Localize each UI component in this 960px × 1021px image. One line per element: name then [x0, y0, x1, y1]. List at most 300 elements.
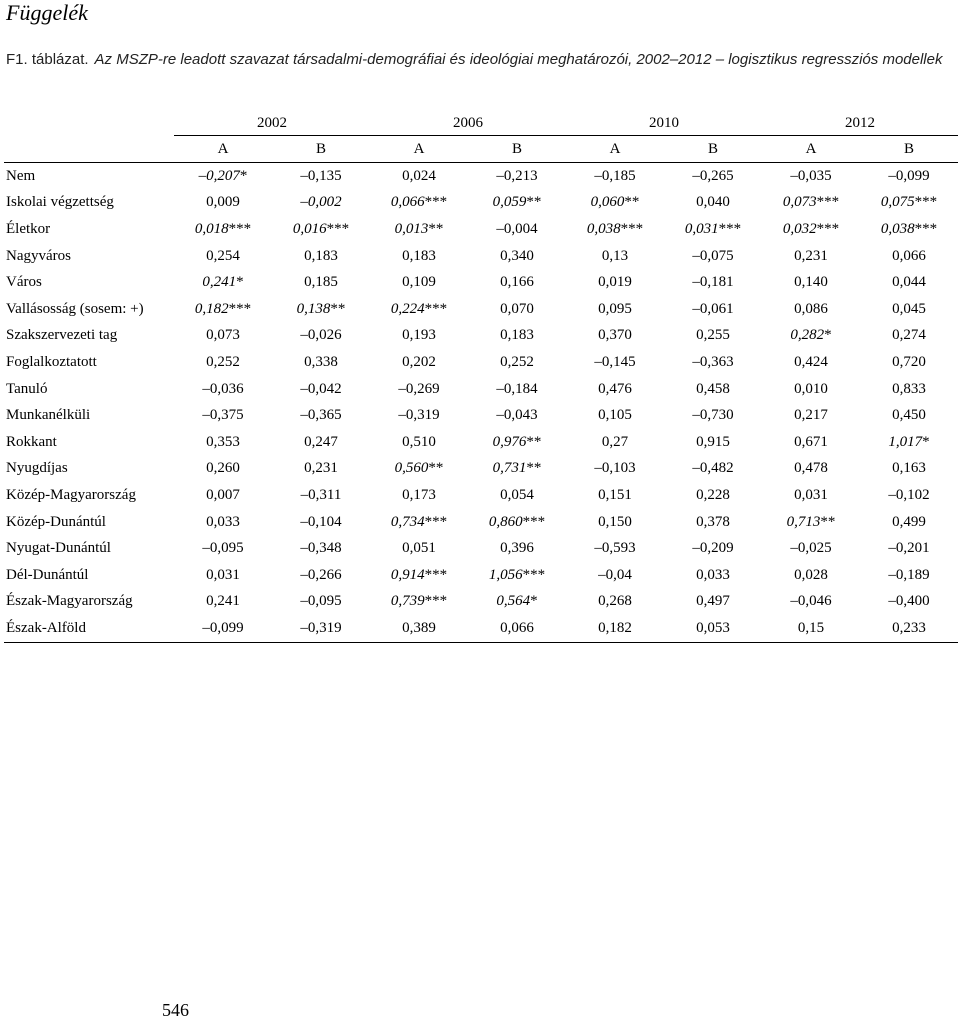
coefficient-value: 0,060 — [590, 194, 625, 211]
table-cell — [762, 216, 860, 243]
coefficient-value: 0,150 — [598, 513, 632, 530]
coefficient-value: –0,269 — [398, 380, 440, 397]
table-cell — [762, 429, 860, 456]
coefficient-value: –0,099 — [888, 167, 930, 184]
coefficient-value: –0,265 — [692, 167, 734, 184]
table-caption-label: F1. táblázat. — [6, 51, 89, 68]
coefficient-value: 0,915 — [696, 433, 730, 450]
significance-stars: ** — [624, 194, 640, 211]
table-cell — [370, 456, 468, 483]
table-cell — [762, 589, 860, 616]
coefficient-value: 0,914 — [390, 566, 425, 583]
table-cell — [468, 163, 566, 190]
coefficient-value: 0,241 — [202, 274, 237, 291]
table-cell — [468, 296, 566, 323]
table-cell — [566, 429, 664, 456]
table-cell — [272, 429, 370, 456]
significance-stars: *** — [424, 566, 448, 583]
year-header-row — [4, 111, 958, 136]
significance-stars: *** — [816, 194, 840, 211]
table-row — [4, 163, 958, 190]
coefficient-value: 0,340 — [500, 247, 534, 264]
significance-stars: *** — [424, 194, 448, 211]
coefficient-value: 0,166 — [500, 274, 534, 291]
table-cell — [370, 615, 468, 642]
coefficient-value: 0,976 — [492, 433, 527, 450]
table-cell — [860, 509, 958, 536]
coefficient-value: 0,028 — [794, 566, 828, 583]
coefficient-value: 0,054 — [500, 486, 534, 503]
coefficient-value: 0,478 — [794, 460, 828, 477]
table-cell — [174, 509, 272, 536]
row-label: Tanuló — [6, 380, 48, 397]
coefficient-value: –0,201 — [888, 540, 930, 557]
coefficient-value: 0,075 — [880, 194, 915, 211]
coefficient-value: –0,042 — [300, 380, 342, 397]
table-cell — [174, 243, 272, 270]
coefficient-value: –0,311 — [300, 486, 342, 503]
table-cell — [174, 190, 272, 217]
coefficient-value: –0,004 — [496, 220, 538, 237]
table-cell — [370, 323, 468, 350]
table-cell — [566, 402, 664, 429]
coefficient-value: 0,27 — [601, 433, 629, 450]
table-cell — [566, 509, 664, 536]
table-cell — [664, 482, 762, 509]
table-cell — [370, 163, 468, 190]
significance-stars: *** — [326, 220, 350, 237]
coefficient-value: 0,053 — [696, 619, 730, 636]
table-cell — [174, 269, 272, 296]
table-cell — [174, 482, 272, 509]
table-cell — [664, 615, 762, 642]
significance-stars: *** — [914, 220, 938, 237]
model-header-row — [4, 136, 958, 163]
corner-cell — [4, 136, 174, 163]
table-cell — [762, 509, 860, 536]
table-cell — [664, 402, 762, 429]
coefficient-value: 0,007 — [206, 486, 240, 503]
coefficient-value: –0,046 — [790, 593, 832, 610]
table-cell — [174, 376, 272, 403]
coefficient-value: 0,070 — [500, 300, 534, 317]
table-cell — [860, 402, 958, 429]
table-cell — [174, 402, 272, 429]
row-label: Nagyváros — [6, 247, 71, 264]
coefficient-value: 0,182 — [598, 619, 632, 636]
model-header: B — [860, 136, 958, 163]
table-cell — [566, 376, 664, 403]
table-cell — [566, 589, 664, 616]
coefficient-value: 0,086 — [794, 300, 828, 317]
table-cell — [860, 535, 958, 562]
regression-table — [4, 111, 958, 643]
table-cell — [762, 190, 860, 217]
coefficient-value: 0,510 — [402, 433, 436, 450]
table-cell — [370, 562, 468, 589]
row-label: Nem — [6, 167, 36, 184]
table-cell — [272, 482, 370, 509]
coefficient-value: 0,231 — [794, 247, 828, 264]
coefficient-value: 0,066 — [500, 619, 534, 636]
table-cell — [762, 535, 860, 562]
table-cell — [370, 376, 468, 403]
coefficient-value: 0,019 — [598, 274, 632, 291]
table-cell — [860, 323, 958, 350]
table-cell — [272, 615, 370, 642]
coefficient-value: –0,189 — [888, 566, 930, 583]
significance-stars: * — [922, 433, 930, 450]
table-cell — [272, 402, 370, 429]
year-header: 2010 — [566, 111, 762, 136]
table-caption-text: Az MSZP-re leadott szavazat társadalmi-demográfiai és ideológiai meghatározói, 2002–2012 – logisztikus regressziós modellek — [94, 51, 943, 68]
coefficient-value: –0,730 — [692, 407, 734, 424]
coefficient-value: 0,370 — [598, 327, 632, 344]
coefficient-value: 0,720 — [892, 353, 926, 370]
table-cell — [174, 615, 272, 642]
row-label: Életkor — [6, 220, 51, 237]
coefficient-value: 0,193 — [402, 327, 436, 344]
table-body — [4, 163, 958, 643]
table-cell — [174, 216, 272, 243]
coefficient-value: 0,224 — [390, 300, 425, 317]
coefficient-value: –0,207 — [198, 167, 240, 184]
coefficient-value: 0,860 — [488, 513, 523, 530]
coefficient-value: 0,564 — [496, 593, 531, 610]
coefficient-value: 0,252 — [500, 353, 534, 370]
table-caption — [6, 50, 951, 69]
table-cell — [664, 376, 762, 403]
table-row — [4, 509, 958, 536]
coefficient-value: 0,066 — [892, 247, 926, 264]
table-cell — [468, 482, 566, 509]
coefficient-value: 0,183 — [402, 247, 436, 264]
significance-stars: ** — [820, 513, 836, 530]
table-cell — [174, 323, 272, 350]
significance-stars: * — [530, 593, 538, 610]
table-cell — [762, 163, 860, 190]
coefficient-value: 0,032 — [782, 220, 817, 237]
coefficient-value: –0,095 — [202, 540, 244, 557]
table-cell — [468, 402, 566, 429]
coefficient-value: 0,140 — [794, 274, 828, 291]
coefficient-value: –0,061 — [692, 300, 734, 317]
table-cell — [370, 535, 468, 562]
coefficient-value: –0,035 — [790, 167, 832, 184]
coefficient-value: –0,184 — [496, 380, 538, 397]
coefficient-value: 0,038 — [880, 220, 915, 237]
coefficient-value: 0,247 — [304, 433, 338, 450]
row-label: Szakszervezeti tag — [6, 327, 118, 344]
coefficient-value: 0,151 — [598, 486, 632, 503]
table-cell — [174, 296, 272, 323]
coefficient-value: 0,497 — [696, 593, 730, 610]
table-cell — [468, 243, 566, 270]
coefficient-value: 0,713 — [786, 513, 821, 530]
table-cell — [468, 323, 566, 350]
coefficient-value: 0,018 — [194, 220, 229, 237]
row-label: Nyugat-Dunántúl — [6, 540, 111, 557]
coefficient-value: 0,15 — [797, 619, 825, 636]
table-cell — [762, 243, 860, 270]
row-label: Iskolai végzettség — [6, 194, 114, 211]
table-cell — [664, 456, 762, 483]
significance-stars: *** — [522, 513, 546, 530]
table-cell — [860, 243, 958, 270]
coefficient-value: 0,282 — [790, 327, 825, 344]
coefficient-value: –0,185 — [594, 167, 636, 184]
significance-stars: * — [239, 167, 248, 184]
table-cell — [566, 482, 664, 509]
coefficient-value: –0,365 — [300, 407, 342, 424]
coefficient-value: –0,036 — [202, 380, 244, 397]
table-cell — [468, 216, 566, 243]
row-label: Közép-Dunántúl — [6, 513, 106, 530]
coefficient-value: 0,105 — [598, 407, 632, 424]
table-row — [4, 456, 958, 483]
significance-stars: *** — [228, 220, 252, 237]
table-cell — [272, 376, 370, 403]
coefficient-value: 0,396 — [500, 540, 534, 557]
table-cell — [664, 296, 762, 323]
coefficient-value: 1,056 — [488, 566, 523, 583]
coefficient-value: –0,026 — [300, 327, 342, 344]
table-cell — [762, 482, 860, 509]
row-label: Észak-Magyarország — [6, 593, 133, 610]
significance-stars: * — [824, 327, 832, 344]
coefficient-value: –0,104 — [300, 513, 342, 530]
table-cell — [762, 402, 860, 429]
coefficient-value: 0,138 — [296, 300, 331, 317]
coefficient-value: 0,073 — [782, 194, 817, 211]
coefficient-value: 0,833 — [892, 380, 926, 397]
significance-stars: ** — [428, 220, 444, 237]
table-cell — [272, 589, 370, 616]
table-cell — [566, 163, 664, 190]
table-cell — [468, 349, 566, 376]
table-cell — [370, 349, 468, 376]
table-cell — [370, 482, 468, 509]
coefficient-value: –0,095 — [300, 593, 342, 610]
table-cell — [860, 456, 958, 483]
coefficient-value: 0,476 — [598, 380, 632, 397]
table-cell — [762, 323, 860, 350]
table-cell — [762, 349, 860, 376]
table-cell — [664, 509, 762, 536]
coefficient-value: 0,734 — [390, 513, 425, 530]
coefficient-value: 0,499 — [892, 513, 926, 530]
coefficient-value: 0,033 — [696, 566, 730, 583]
table-cell — [468, 456, 566, 483]
table-cell — [664, 429, 762, 456]
table-cell — [664, 323, 762, 350]
coefficient-value: 0,095 — [598, 300, 632, 317]
coefficient-value: –0,002 — [300, 194, 342, 211]
table-cell — [566, 190, 664, 217]
table-cell — [370, 190, 468, 217]
coefficient-value: 0,185 — [304, 274, 338, 291]
coefficient-value: –0,102 — [888, 486, 930, 503]
significance-stars: *** — [816, 220, 840, 237]
table-cell — [762, 615, 860, 642]
row-label: Közép-Magyarország — [6, 486, 136, 503]
coefficient-value: –0,363 — [692, 353, 734, 370]
table-cell — [762, 376, 860, 403]
table-cell — [860, 429, 958, 456]
coefficient-value: 0,560 — [394, 460, 429, 477]
coefficient-value: 0,016 — [292, 220, 327, 237]
coefficient-value: 0,173 — [402, 486, 436, 503]
table-cell — [272, 163, 370, 190]
coefficient-value: 0,038 — [586, 220, 621, 237]
coefficient-value: –0,400 — [888, 593, 930, 610]
coefficient-value: 0,260 — [206, 460, 240, 477]
year-header: 2006 — [370, 111, 566, 136]
table-cell — [370, 429, 468, 456]
coefficient-value: 0,255 — [696, 327, 730, 344]
coefficient-value: 0,274 — [892, 327, 926, 344]
row-label: Rokkant — [6, 433, 57, 450]
coefficient-value: 0,739 — [390, 593, 425, 610]
model-header: A — [762, 136, 860, 163]
coefficient-value: 0,353 — [206, 433, 240, 450]
coefficient-value: 0,671 — [794, 433, 828, 450]
coefficient-value: 0,044 — [892, 274, 926, 291]
table-cell — [370, 589, 468, 616]
table-cell — [566, 349, 664, 376]
significance-stars: *** — [228, 300, 252, 317]
coefficient-value: 0,010 — [794, 380, 828, 397]
coefficient-value: –0,375 — [202, 407, 244, 424]
table-row — [4, 296, 958, 323]
coefficient-value: 0,045 — [892, 300, 926, 317]
coefficient-value: 0,731 — [492, 460, 527, 477]
table-cell — [272, 349, 370, 376]
coefficient-value: 0,033 — [206, 513, 240, 530]
table-cell — [370, 296, 468, 323]
coefficient-value: 0,389 — [402, 619, 436, 636]
coefficient-value: –0,266 — [300, 566, 342, 583]
table-cell — [664, 269, 762, 296]
coefficient-value: 0,163 — [892, 460, 926, 477]
coefficient-value: 0,024 — [402, 167, 436, 184]
table-cell — [860, 216, 958, 243]
table-cell — [860, 376, 958, 403]
coefficient-value: 0,066 — [390, 194, 425, 211]
table-cell — [860, 190, 958, 217]
table-cell — [174, 429, 272, 456]
table-cell — [174, 163, 272, 190]
significance-stars: ** — [526, 460, 542, 477]
significance-stars: * — [236, 274, 244, 291]
table-cell — [174, 349, 272, 376]
coefficient-value: 0,450 — [892, 407, 926, 424]
table-cell — [174, 456, 272, 483]
coefficient-value: –0,319 — [398, 407, 440, 424]
coefficient-value: 0,009 — [206, 194, 240, 211]
model-header: A — [370, 136, 468, 163]
table-cell — [566, 243, 664, 270]
table-cell — [664, 535, 762, 562]
significance-stars: *** — [424, 593, 448, 610]
coefficient-value: 0,13 — [601, 247, 629, 264]
year-header: 2012 — [762, 111, 958, 136]
table-cell — [664, 190, 762, 217]
coefficient-value: 0,031 — [684, 220, 719, 237]
coefficient-value: 0,254 — [206, 247, 240, 264]
table-cell — [370, 269, 468, 296]
table-cell — [664, 216, 762, 243]
table-row — [4, 323, 958, 350]
significance-stars: *** — [424, 300, 448, 317]
table-cell — [860, 349, 958, 376]
table-row — [4, 402, 958, 429]
table-cell — [370, 243, 468, 270]
table-cell — [468, 589, 566, 616]
table-cell — [468, 615, 566, 642]
year-header: 2002 — [174, 111, 370, 136]
table-cell — [762, 269, 860, 296]
table-row — [4, 243, 958, 270]
model-header: B — [664, 136, 762, 163]
coefficient-value: 0,217 — [794, 407, 828, 424]
table-row — [4, 589, 958, 616]
coefficient-value: 0,182 — [194, 300, 229, 317]
corner-cell — [4, 111, 174, 136]
coefficient-value: –0,135 — [300, 167, 342, 184]
table-cell — [272, 216, 370, 243]
coefficient-value: –0,043 — [496, 407, 538, 424]
table-cell — [272, 269, 370, 296]
table-cell — [566, 535, 664, 562]
table-cell — [272, 535, 370, 562]
coefficient-value: 0,183 — [500, 327, 534, 344]
significance-stars: *** — [620, 220, 644, 237]
significance-stars: *** — [424, 513, 448, 530]
coefficient-value: –0,075 — [692, 247, 734, 264]
row-label: Város — [6, 274, 42, 291]
coefficient-value: –0,103 — [594, 460, 636, 477]
table-row — [4, 615, 958, 642]
table-cell — [272, 243, 370, 270]
appendix-heading: Függelék — [6, 0, 88, 25]
table-cell — [272, 562, 370, 589]
row-label: Foglalkoztatott — [6, 353, 97, 370]
significance-stars: *** — [522, 566, 546, 583]
coefficient-value: –0,181 — [692, 274, 734, 291]
coefficient-value: –0,348 — [300, 540, 342, 557]
table-cell — [370, 216, 468, 243]
table-row — [4, 562, 958, 589]
significance-stars: ** — [330, 300, 346, 317]
coefficient-value: –0,213 — [496, 167, 538, 184]
coefficient-value: –0,209 — [692, 540, 734, 557]
model-header: B — [272, 136, 370, 163]
table-cell — [664, 349, 762, 376]
model-header: B — [468, 136, 566, 163]
table-cell — [174, 562, 272, 589]
coefficient-value: –0,482 — [692, 460, 734, 477]
table-cell — [762, 296, 860, 323]
table-cell — [370, 509, 468, 536]
coefficient-value: 0,458 — [696, 380, 730, 397]
significance-stars: ** — [526, 194, 542, 211]
table-cell — [860, 269, 958, 296]
table-cell — [468, 509, 566, 536]
table-cell — [468, 429, 566, 456]
coefficient-value: 1,017 — [888, 433, 923, 450]
model-header: A — [174, 136, 272, 163]
